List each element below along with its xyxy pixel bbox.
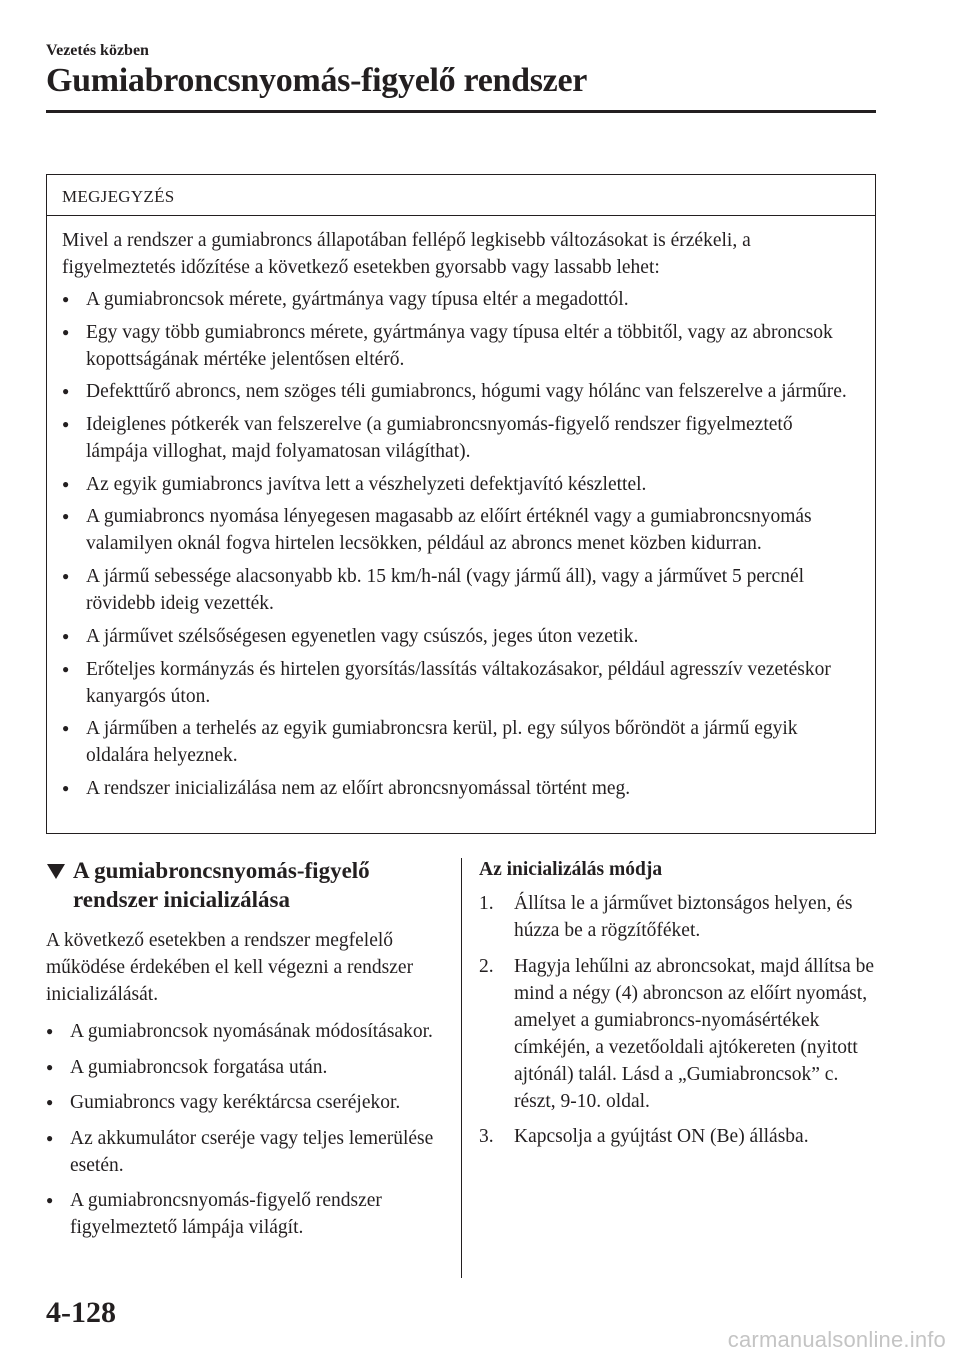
bullet-icon: ● bbox=[62, 324, 70, 339]
step-number: 1. bbox=[479, 893, 494, 914]
note-list bbox=[62, 286, 859, 802]
triangle-down-icon bbox=[47, 864, 65, 879]
bullet-icon: ● bbox=[62, 721, 70, 736]
list-item: ● A rendszer inicializálása nem az előírt abroncsnyomással történt meg. bbox=[62, 775, 859, 802]
list-item: ● Gumiabroncs vagy keréktárcsa cseréjekor. bbox=[46, 1089, 446, 1116]
procedure-steps bbox=[479, 890, 879, 1150]
bullet-icon: ● bbox=[62, 417, 70, 432]
note-heading: MEGJEGYZÉS bbox=[47, 175, 875, 216]
bullet-icon: ● bbox=[62, 628, 70, 643]
init-section bbox=[46, 856, 446, 1250]
bullet-icon: ● bbox=[62, 292, 70, 306]
bullet-icon: ● bbox=[62, 509, 70, 524]
note-box bbox=[46, 174, 876, 834]
list-item: ● A gumiabroncsok nyomásának módosításakor. bbox=[46, 1018, 446, 1045]
list-item: ● A gumiabroncsok forgatása után. bbox=[46, 1054, 446, 1081]
bullet-icon: ● bbox=[62, 661, 70, 676]
init-intro: A következő esetekben a rendszer megfelelő működése érdekében el kell végezni a rendszer inicializálását. bbox=[46, 930, 414, 1005]
title-rule bbox=[46, 110, 876, 113]
watermark: carmanualsonline.info bbox=[727, 1327, 946, 1352]
init-heading: A gumiabroncsnyomás-figyelő rendszer inicializálása bbox=[46, 856, 446, 914]
list-item: ● Erőteljes kormányzás és hirtelen gyorsítás/lassítás váltakozásakor, például agresszív vezetéskor kanyargós úton. bbox=[62, 656, 859, 710]
section-label: Vezetés közben bbox=[46, 42, 149, 59]
procedure-title: Az inicializálás módja bbox=[479, 859, 663, 880]
note-intro: Mivel a rendszer a gumiabroncs állapotában fellépő legkisebb változásokat is érzékeli, a figyelmeztetés időzítése a következő esetekben gyorsabb vagy lassabb lehet: bbox=[62, 230, 751, 278]
bullet-icon: ● bbox=[62, 780, 70, 795]
list-item: ● A járművet szélsőségesen egyenetlen vagy csúszós, jeges úton vezetik. bbox=[62, 623, 859, 650]
bullet-icon: ● bbox=[46, 1024, 54, 1038]
list-item: ● A gumiabroncsnyomás-figyelő rendszer figyelmeztető lámpája világít. bbox=[46, 1187, 446, 1241]
list-item: ● A járműben a terhelés az egyik gumiabroncsra kerül, pl. egy súlyos bőröndöt a jármű egyik oldalára helyeznek. bbox=[62, 715, 859, 769]
bullet-icon: ● bbox=[46, 1095, 54, 1109]
list-item: 2. Hagyja lehűlni az abroncsokat, majd állítsa be mind a négy (4) abroncson az előírt nyomást, amelyet a gumiabroncs-nyomásértékek címkéjén, a vezetőoldali ajtókereten (nyitott ajtónál) talál. Lásd a „Gumiabroncsok” c. részt, 9-10. oldal. bbox=[479, 953, 879, 1115]
bullet-icon: ● bbox=[46, 1059, 54, 1074]
list-item: ● Az akkumulátor cseréje vagy teljes lemerülése esetén. bbox=[46, 1125, 446, 1179]
init-list bbox=[46, 1018, 446, 1241]
column-divider bbox=[461, 858, 462, 1278]
list-item: 1. Állítsa le a járművet biztonságos helyen, és húzza be a rögzítőféket. bbox=[479, 890, 879, 944]
bullet-icon: ● bbox=[62, 476, 70, 491]
page-title: Gumiabroncsnyomás-figyelő rendszer bbox=[46, 62, 588, 99]
procedure-section bbox=[479, 856, 879, 1159]
note-body bbox=[47, 216, 875, 802]
bullet-icon: ● bbox=[46, 1193, 54, 1207]
bullet-icon: ● bbox=[62, 569, 70, 584]
bullet-icon: ● bbox=[46, 1130, 54, 1145]
list-item: 3. Kapcsolja a gyújtást ON (Be) állásba. bbox=[479, 1123, 879, 1150]
page-number: 4-128 bbox=[46, 1296, 116, 1329]
list-item: ● A gumiabroncs nyomása lényegesen magasabb az előírt értéknél vagy a gumiabroncsnyomás valamilyen oknál fogva hirtelen lecsökken, például az abroncs menet közben kidurran. bbox=[62, 503, 859, 557]
list-item: ● Az egyik gumiabroncs javítva lett a vészhelyzeti defektjavító készlettel. bbox=[62, 471, 859, 498]
list-item: ● Egy vagy több gumiabroncs mérete, gyártmánya vagy típusa eltér a többitől, vagy az abroncsok kopottságának mértéke jelentősen eltérő. bbox=[62, 319, 859, 373]
bullet-icon: ● bbox=[62, 384, 70, 399]
list-item: ● A gumiabroncsok mérete, gyártmánya vagy típusa eltér a megadottól. bbox=[62, 286, 859, 313]
list-item: ● Ideiglenes pótkerék van felszerelve (a gumiabroncsnyomás-figyelő rendszer figyelmeztető lámpája villoghat, majd folyamatosan világíthat). bbox=[62, 411, 859, 465]
step-number: 3. bbox=[479, 1126, 494, 1147]
list-item: ● A jármű sebessége alacsonyabb kb. 15 km/h-nál (vagy jármű áll), vagy a járművet 5 percnél rövidebb ideig vezették. bbox=[62, 563, 859, 617]
step-number: 2. bbox=[479, 955, 494, 977]
list-item: ● Defekttűrő abroncs, nem szöges téli gumiabroncs, hógumi vagy hólánc van felszerelve a járműre. bbox=[62, 378, 859, 405]
